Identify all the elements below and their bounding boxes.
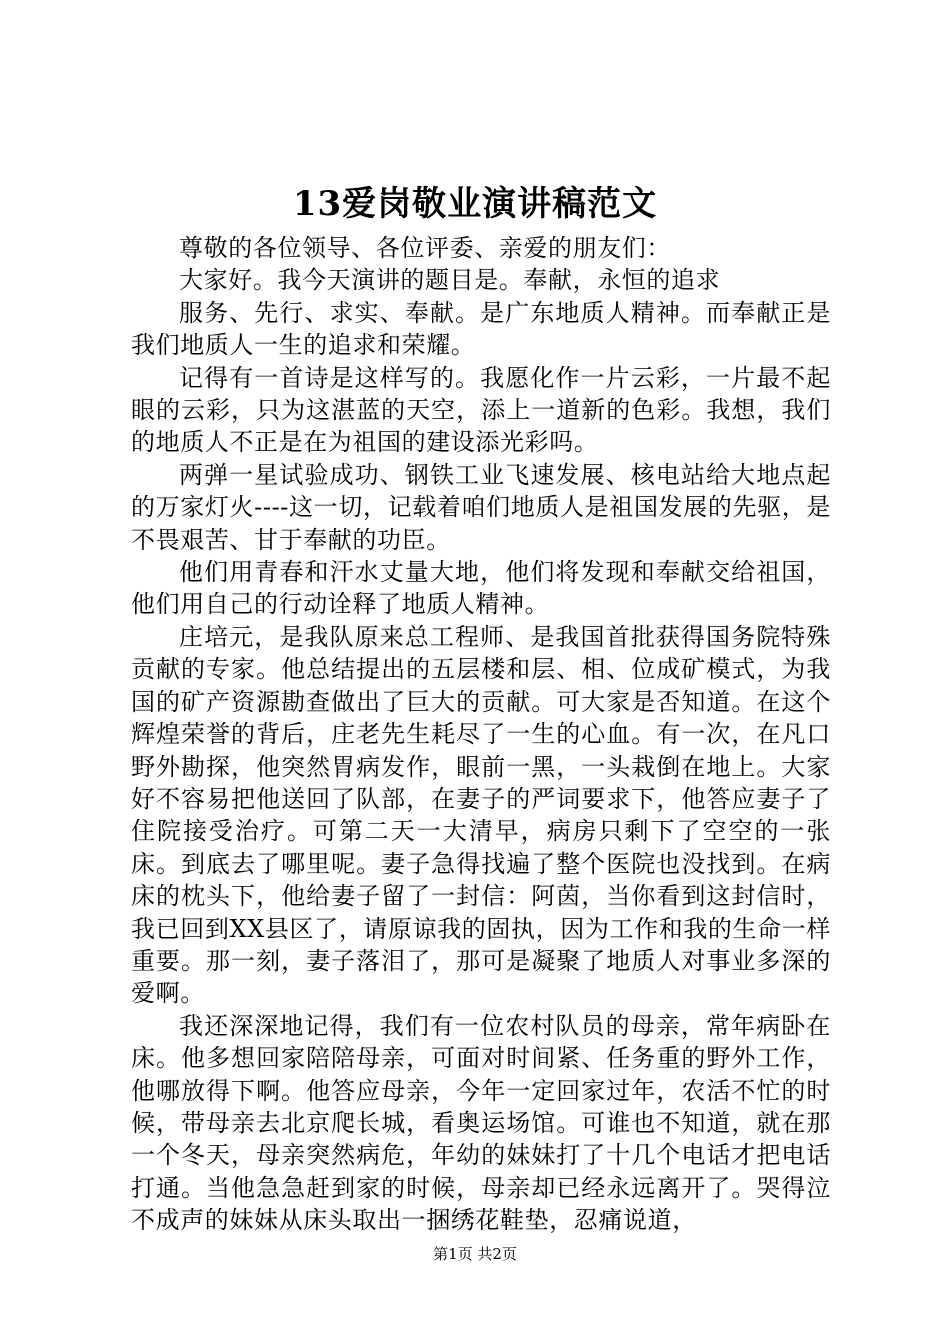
document-title: 13爱岗敬业演讲稿范文 — [292, 184, 658, 224]
page-footer: 第1页 共2页 — [433, 1245, 517, 1263]
paragraph-pioneers: 两弹一星试验成功、钢铁工业飞速发展、核电站给大地点起的万家灯火----这一切，记载着咱们地质人是祖国发展的先驱，是不畏艰苦、甘于奉献的功臣。 — [131, 460, 831, 554]
paragraph-topic: 大家好。我今天演讲的题目是。奉献，永恒的追求 — [179, 266, 721, 295]
paragraph-greeting: 尊敬的各位领导、各位评委、亲爱的朋友们： — [179, 234, 671, 262]
paragraph-zhuang-peiyuan: 庄培元，是我队原来总工程师、是我国首批获得国务院特殊贡献的专家。他总结提出的五层楼和层、相、位成矿模式，为我国的矿产资源勘查做出了巨大的贡献。可大家是否知道。在这个辉煌荣誉的背后，庄老先生耗尽了一生的心血。有一次，在凡口野外勘探，他突然胃病发作，眼前一黑，一头栽倒在地上。大家好不容易把他送回了队部，在妻子的严词要求下，他答应妻子了住院接受治疗。可第二天一大清早，病房只剩下了空空的一张床。到底去了哪里呢。妻子急得找遍了整个医院也没找到。在病床的枕头下，他给妻子留了一封信：阿茵，当你看到这封信时，我已回到XX县区了，请原谅我的固执，因为工作和我的生命一样重要。那一刻，妻子落泪了，那可是凝聚了地质人对事业多深的爱啊。 — [131, 622, 831, 1008]
document-body — [131, 232, 831, 1237]
paragraph-mother: 我还深深地记得，我们有一位农村队员的母亲，常年病卧在床。他多想回家陪陪母亲，可面对时间紧、任务重的野外工作，他哪放得下啊。他答应母亲，今年一定回家过年，农活不忙的时候，带母亲去北京爬长城，看奥运场馆。可谁也不知道，就在那一个冬天，母亲突然病危，年幼的妹妹打了十几个电话才把电话打通。当他急急赶到家的时候，母亲却已经永远离开了。哭得泣不成声的妹妹从床头取出一捆绣花鞋垫，忍痛说道， — [131, 1011, 831, 1235]
paragraph-youth: 他们用青春和汗水丈量大地，他们将发现和奉献交给祖国，他们用自己的行动诠释了地质人精神。 — [131, 558, 831, 619]
paragraph-poem: 记得有一首诗是这样写的。我愿化作一片云彩，一片最不起眼的云彩，只为这湛蓝的天空，添上一道新的色彩。我想，我们的地质人不正是在为祖国的建设添光彩吗。 — [131, 363, 831, 457]
paragraph-spirit: 服务、先行、求实、奉献。是广东地质人精神。而奉献正是我们地质人一生的追求和荣耀。 — [131, 298, 831, 360]
